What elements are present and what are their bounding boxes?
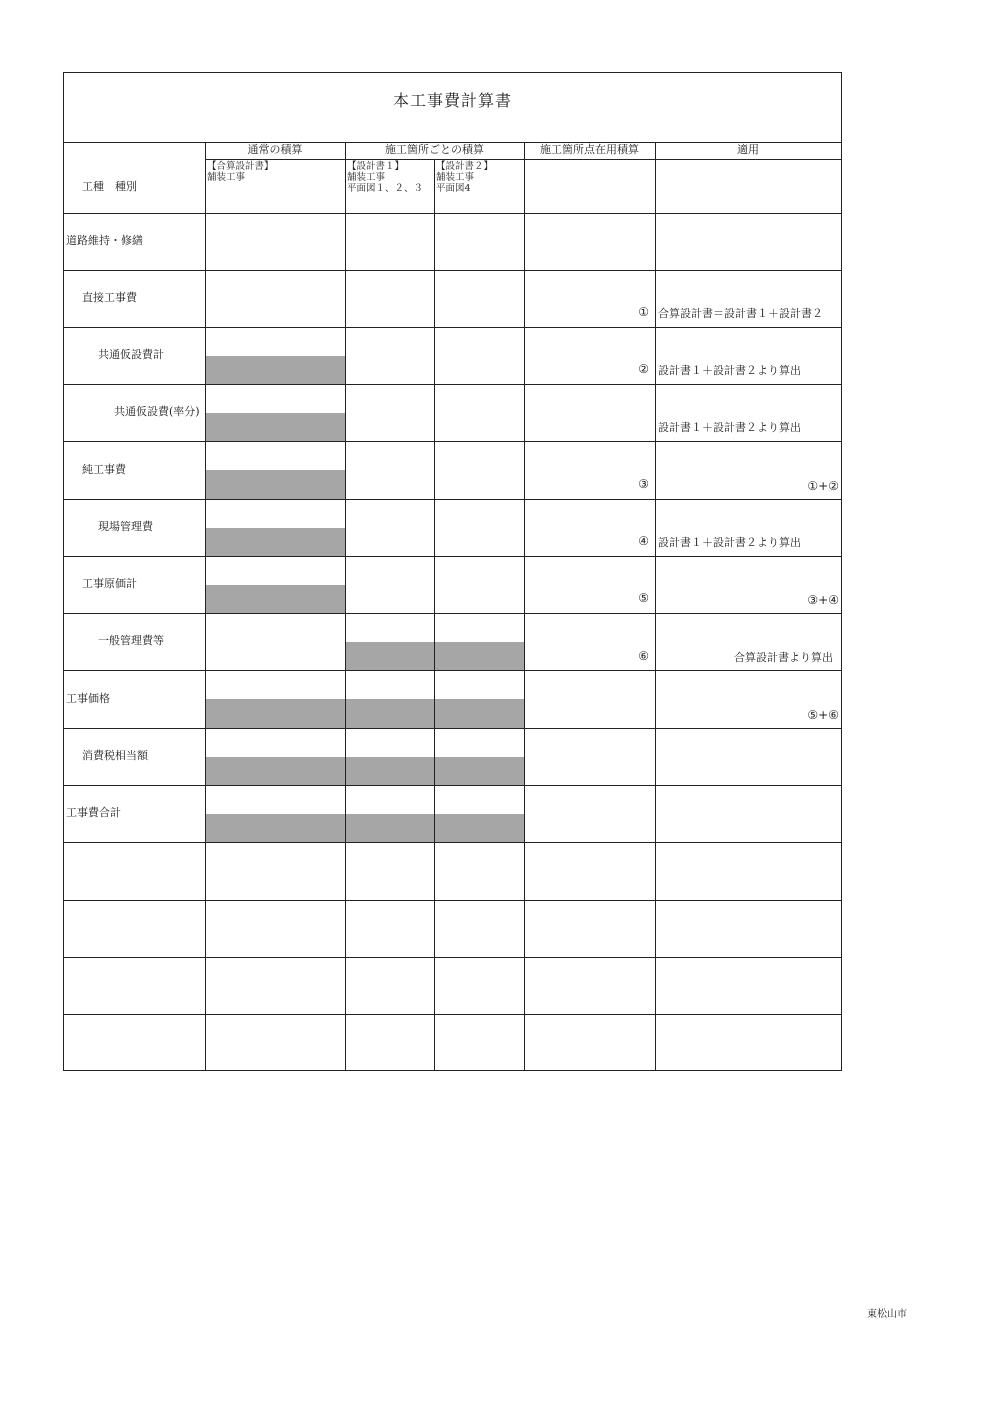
- subheader-design2: 【設計書２】 舗装工事 平面図4: [436, 161, 494, 194]
- grid-line: [64, 384, 841, 385]
- shaded-cell: [205, 814, 524, 842]
- grid-line: [64, 556, 841, 557]
- row-label: 共通仮設費(率分): [114, 405, 200, 418]
- grid-line: [64, 213, 841, 214]
- header-remarks: 適用: [737, 143, 759, 156]
- shaded-cell: [205, 528, 345, 556]
- grid-line: [64, 670, 841, 671]
- grid-line: [345, 142, 346, 1070]
- grid-line: [655, 142, 656, 1070]
- row-label: 道路維持・修繕: [66, 234, 143, 247]
- grid-line: [205, 142, 206, 1070]
- row-label: 工事費合計: [66, 806, 121, 819]
- row-remark: ⑤+⑥: [807, 708, 839, 722]
- grid-line: [64, 327, 841, 328]
- shaded-cell: [205, 699, 524, 728]
- subheader-combined: 【合算設計書】 舗装工事: [207, 161, 274, 183]
- shaded-cell: [205, 757, 524, 785]
- grid-line: [64, 957, 841, 958]
- shaded-cell: [205, 413, 345, 441]
- grid-line: [64, 728, 841, 729]
- grid-line: [64, 842, 841, 843]
- grid-line: [524, 142, 525, 1070]
- row-remark: 合算設計書＝設計書１＋設計書２: [658, 307, 823, 320]
- row-label: 工事価格: [66, 692, 110, 705]
- subheader-design1: 【設計書１】 舗装工事 平面図１、２、３: [347, 161, 424, 194]
- grid-line: [64, 613, 841, 614]
- row-remark: ①+②: [807, 479, 839, 493]
- row-label: 一般管理費等: [98, 634, 164, 647]
- grid-line: [434, 159, 435, 1070]
- row-label: 純工事費: [82, 463, 126, 476]
- page-title: 本工事費計算書: [392, 91, 512, 110]
- row-marker: ②: [638, 362, 649, 376]
- row-remark: 設計書１＋設計書２より算出: [658, 421, 801, 434]
- header-site-scattered: 施工箇所点在用積算: [540, 143, 639, 156]
- row-label: 工事原価計: [82, 577, 137, 590]
- grid-line: [64, 270, 841, 271]
- row-marker: ④: [638, 534, 649, 548]
- grid-line: [64, 499, 841, 500]
- grid-line: [64, 785, 841, 786]
- header-normal: 通常の積算: [247, 143, 303, 156]
- shaded-cell: [205, 585, 345, 613]
- row-marker: ③: [638, 477, 649, 491]
- row-remark: 設計書１＋設計書２より算出: [658, 364, 801, 377]
- row-remark: 設計書１＋設計書２より算出: [658, 536, 801, 549]
- row-label: 消費税相当額: [82, 749, 148, 762]
- row-marker: ⑤: [638, 591, 649, 605]
- row-header-label: 工種 種別: [82, 180, 137, 193]
- shaded-cell: [205, 470, 345, 499]
- row-label: 直接工事費: [82, 291, 137, 304]
- row-marker: ⑥: [638, 649, 649, 663]
- grid-line: [64, 900, 841, 901]
- grid-line: [64, 1014, 841, 1015]
- row-label: 共通仮設費計: [98, 348, 164, 361]
- row-remark: ③+④: [807, 593, 839, 607]
- row-marker: ①: [638, 305, 649, 319]
- row-remark: 合算設計書より算出: [734, 651, 833, 664]
- shaded-cell: [205, 356, 345, 384]
- estimate-sheet: [63, 72, 842, 1071]
- row-label: 現場管理費: [98, 520, 153, 533]
- grid-line: [64, 441, 841, 442]
- grid-line: [205, 159, 841, 160]
- header-per-site: 施工箇所ごとの積算: [385, 143, 484, 156]
- footer-city: 東松山市: [867, 1309, 907, 1320]
